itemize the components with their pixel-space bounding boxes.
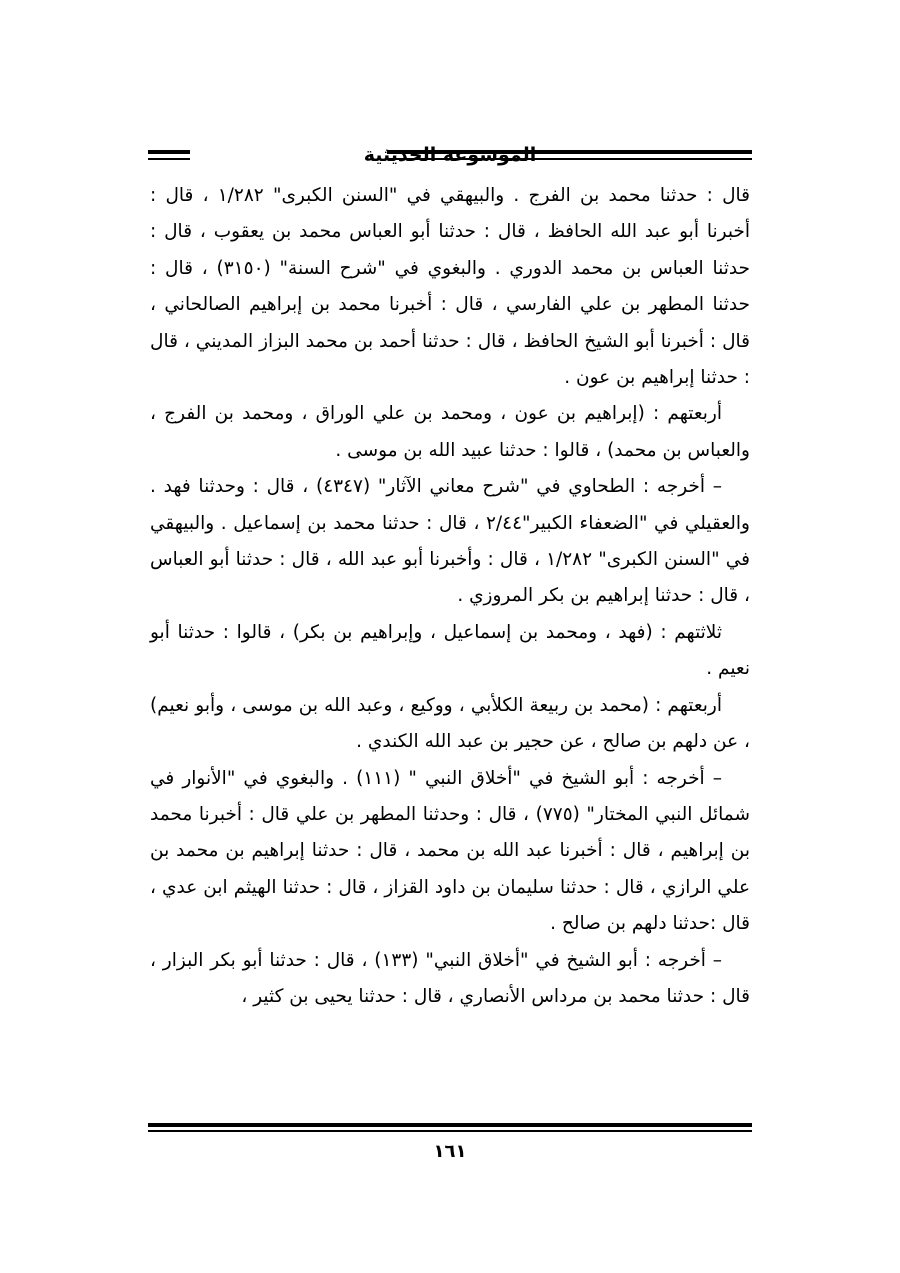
paragraph: – أخرجه : أبو الشيخ في "أخلاق النبي " (١١١) . والبغوي في "الأنوار في شمائل النبي المختار" (٧٧٥) ، قال : وحدثنا المطهر بن علي قال : أخبرنا محمد بن إبراهيم ، قال : أخبرنا عبد الله بن محمد ، قال : حدثنا إبراهيم بن محمد بن علي الرازي ، قال : حدثنا سليمان بن داود القزاز ، قال : حدثنا الهيثم ابن عدي ، قال :حدثنا دلهم بن صالح . <box>150 767 750 935</box>
page-body <box>150 178 750 1015</box>
paragraph: – أخرجه : أبو الشيخ في "أخلاق النبي" (١٣٣) ، قال : حدثنا أبو بكر البزار ، قال : حدثنا محمد بن مرداس الأنصاري ، قال : حدثنا يحيى بن كثير ، <box>150 949 750 1007</box>
header-title: الموسوعة الحديثية <box>363 144 537 166</box>
paragraph: أربعتهم : (إبراهيم بن عون ، ومحمد بن علي الوراق ، ومحمد بن الفرج ، والعباس بن محمد) ، قالوا : حدثنا عبيد الله بن موسى . <box>150 403 750 461</box>
running-header <box>148 140 752 170</box>
footer-rule <box>148 1123 752 1132</box>
paragraph: ثلاثتهم : (فهد ، ومحمد بن إسماعيل ، وإبراهيم بن بكر) ، قالوا : حدثنا أبو نعيم . <box>150 621 750 680</box>
paragraph: أربعتهم : (محمد بن ربيعة الكلأبي ، ووكيع ، وعبد الله بن موسى ، وأبو نعيم) ، عن دلهم بن صالح ، عن حجير بن عبد الله الكندي . <box>150 694 750 753</box>
paragraph: قال : حدثنا محمد بن الفرج . والبيهقي في "السنن الكبرى" ١/٢٨٢ ، قال : أخبرنا أبو عبد الله الحافظ ، قال : حدثنا أبو العباس محمد بن يعقوب ، قال : حدثنا العباس بن محمد الدوري . والبغوي في "شرح السنة" (٣١٥٠) ، قال : حدثنا المطهر بن علي الفارسي ، قال : أخبرنا محمد بن إبراهيم الصالحاني ، قال : أخبرنا أبو الشيخ الحافظ ، قال : حدثنا أحمد بن محمد البزاز المديني ، قال : حدثنا إبراهيم بن عون . <box>150 185 750 389</box>
paragraph: – أخرجه : الطحاوي في "شرح معاني الآثار" (٤٣٤٧) ، قال : وحدثنا فهد . والعقيلي في "الضعفاء الكبير"٢/٤٤ ، قال : حدثنا محمد بن إسماعيل . والبيهقي في "السنن الكبرى" ١/٢٨٢ ، قال : وأخبرنا أبو عبد الله ، قال : حدثنا أبو العباس ، قال : حدثنا إبراهيم بن بكر المروزي . <box>150 476 750 607</box>
page-number: ١٦١ <box>433 1141 467 1162</box>
